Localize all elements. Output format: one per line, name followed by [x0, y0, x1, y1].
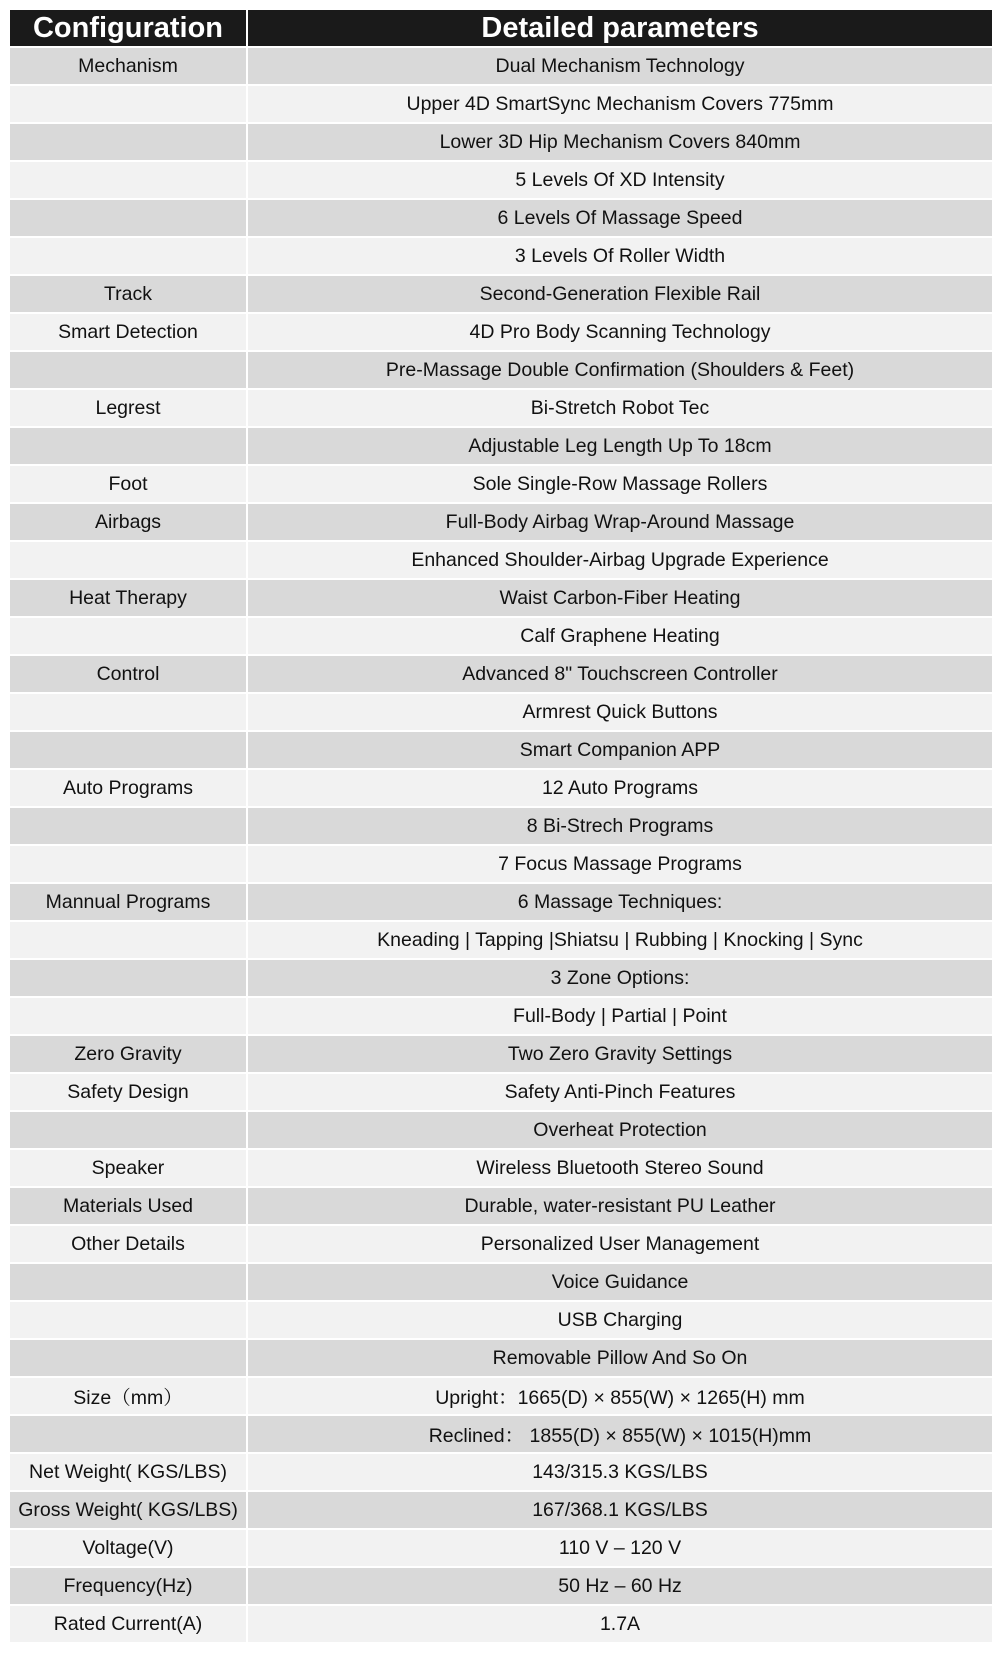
table-row [9, 503, 993, 541]
table-row [9, 199, 993, 237]
config-cell [9, 427, 247, 465]
config-cell [9, 123, 247, 161]
config-cell: Safety Design [9, 1073, 247, 1111]
config-cell: Mechanism [9, 47, 247, 85]
table-row [9, 655, 993, 693]
config-cell: Auto Programs [9, 769, 247, 807]
detail-cell: 3 Levels Of Roller Width [247, 237, 993, 275]
table-row [9, 1567, 993, 1605]
table-row [9, 1263, 993, 1301]
config-cell [9, 161, 247, 199]
config-cell: Other Details [9, 1225, 247, 1263]
detail-cell: Sole Single-Row Massage Rollers [247, 465, 993, 503]
detail-cell: Second-Generation Flexible Rail [247, 275, 993, 313]
table-header-row [9, 9, 993, 47]
table-row [9, 313, 993, 351]
detail-cell: 8 Bi-Strech Programs [247, 807, 993, 845]
detail-cell: 7 Focus Massage Programs [247, 845, 993, 883]
table-row [9, 85, 993, 123]
table-row [9, 275, 993, 313]
detail-cell: Advanced 8" Touchscreen Controller [247, 655, 993, 693]
spec-table [8, 8, 994, 1644]
config-cell [9, 617, 247, 655]
table-row [9, 579, 993, 617]
config-cell: Frequency(Hz) [9, 1567, 247, 1605]
config-cell [9, 351, 247, 389]
config-cell: Zero Gravity [9, 1035, 247, 1073]
table-row [9, 427, 993, 465]
table-row [9, 693, 993, 731]
detail-cell: Voice Guidance [247, 1263, 993, 1301]
detail-cell: Waist Carbon-Fiber Heating [247, 579, 993, 617]
config-cell [9, 1301, 247, 1339]
table-row [9, 1605, 993, 1643]
detail-cell: 6 Massage Techniques: [247, 883, 993, 921]
table-row [9, 959, 993, 997]
config-cell [9, 959, 247, 997]
config-cell [9, 85, 247, 123]
config-cell [9, 1415, 247, 1453]
config-cell: Voltage(V) [9, 1529, 247, 1567]
detail-cell: Full-Body | Partial | Point [247, 997, 993, 1035]
config-cell: Net Weight( KGS/LBS) [9, 1453, 247, 1491]
config-cell [9, 845, 247, 883]
table-row [9, 237, 993, 275]
detail-cell: Personalized User Management [247, 1225, 993, 1263]
detail-cell: USB Charging [247, 1301, 993, 1339]
table-row [9, 47, 993, 85]
detail-cell: Reclined： 1855(D) × 855(W) × 1015(H)mm [247, 1415, 993, 1453]
header-detailed-parameters: Detailed parameters [247, 9, 993, 47]
detail-cell: Dual Mechanism Technology [247, 47, 993, 85]
config-cell [9, 807, 247, 845]
detail-cell: 6 Levels Of Massage Speed [247, 199, 993, 237]
config-cell [9, 1111, 247, 1149]
table-row [9, 1225, 993, 1263]
table-row [9, 1073, 993, 1111]
table-row [9, 1301, 993, 1339]
header-configuration: Configuration [9, 9, 247, 47]
detail-cell: 1.7A [247, 1605, 993, 1643]
table-row [9, 845, 993, 883]
config-cell: Materials Used [9, 1187, 247, 1225]
config-cell [9, 199, 247, 237]
config-cell: Speaker [9, 1149, 247, 1187]
detail-cell: Removable Pillow And So On [247, 1339, 993, 1377]
config-cell [9, 693, 247, 731]
detail-cell: 110 V – 120 V [247, 1529, 993, 1567]
detail-cell: Pre-Massage Double Confirmation (Shoulders & Feet) [247, 351, 993, 389]
table-row [9, 997, 993, 1035]
detail-cell: Adjustable Leg Length Up To 18cm [247, 427, 993, 465]
table-row [9, 1377, 993, 1415]
config-cell: Smart Detection [9, 313, 247, 351]
table-row [9, 769, 993, 807]
config-cell: Gross Weight( KGS/LBS) [9, 1491, 247, 1529]
table-row [9, 389, 993, 427]
detail-cell: 143/315.3 KGS/LBS [247, 1453, 993, 1491]
table-row [9, 617, 993, 655]
detail-cell: Lower 3D Hip Mechanism Covers 840mm [247, 123, 993, 161]
detail-cell: Upright：1665(D) × 855(W) × 1265(H) mm [247, 1377, 993, 1415]
config-cell: Mannual Programs [9, 883, 247, 921]
table-row [9, 1339, 993, 1377]
detail-cell: Calf Graphene Heating [247, 617, 993, 655]
config-cell: Track [9, 275, 247, 313]
config-cell [9, 731, 247, 769]
table-row [9, 883, 993, 921]
table-row [9, 123, 993, 161]
config-cell: Heat Therapy [9, 579, 247, 617]
config-cell: Rated Current(A) [9, 1605, 247, 1643]
table-row [9, 1491, 993, 1529]
detail-cell: Upper 4D SmartSync Mechanism Covers 775mm [247, 85, 993, 123]
detail-cell: Full-Body Airbag Wrap-Around Massage [247, 503, 993, 541]
config-cell [9, 997, 247, 1035]
detail-cell: Durable, water-resistant PU Leather [247, 1187, 993, 1225]
config-cell [9, 1263, 247, 1301]
table-row [9, 1529, 993, 1567]
detail-cell: Overheat Protection [247, 1111, 993, 1149]
table-row [9, 161, 993, 199]
detail-cell: 4D Pro Body Scanning Technology [247, 313, 993, 351]
detail-cell: Safety Anti-Pinch Features [247, 1073, 993, 1111]
detail-cell: Armrest Quick Buttons [247, 693, 993, 731]
detail-cell: 5 Levels Of XD Intensity [247, 161, 993, 199]
detail-cell: Smart Companion APP [247, 731, 993, 769]
table-row [9, 807, 993, 845]
detail-cell: Kneading | Tapping |Shiatsu | Rubbing | Knocking | Sync [247, 921, 993, 959]
detail-cell: Enhanced Shoulder-Airbag Upgrade Experience [247, 541, 993, 579]
table-row [9, 1035, 993, 1073]
table-row [9, 921, 993, 959]
table-row [9, 1187, 993, 1225]
detail-cell: 3 Zone Options: [247, 959, 993, 997]
config-cell: Legrest [9, 389, 247, 427]
detail-cell: Wireless Bluetooth Stereo Sound [247, 1149, 993, 1187]
table-row [9, 731, 993, 769]
config-cell [9, 237, 247, 275]
config-cell: Size（mm） [9, 1377, 247, 1415]
table-row [9, 1453, 993, 1491]
detail-cell: Bi-Stretch Robot Tec [247, 389, 993, 427]
table-row [9, 465, 993, 503]
config-cell [9, 921, 247, 959]
table-row [9, 1415, 993, 1453]
table-row [9, 1149, 993, 1187]
table-row [9, 541, 993, 579]
config-cell: Control [9, 655, 247, 693]
config-cell: Airbags [9, 503, 247, 541]
table-row [9, 1111, 993, 1149]
detail-cell: 12 Auto Programs [247, 769, 993, 807]
config-cell [9, 541, 247, 579]
table-body [9, 47, 993, 1643]
detail-cell: 50 Hz – 60 Hz [247, 1567, 993, 1605]
table-row [9, 351, 993, 389]
config-cell: Foot [9, 465, 247, 503]
config-cell [9, 1339, 247, 1377]
detail-cell: 167/368.1 KGS/LBS [247, 1491, 993, 1529]
detail-cell: Two Zero Gravity Settings [247, 1035, 993, 1073]
